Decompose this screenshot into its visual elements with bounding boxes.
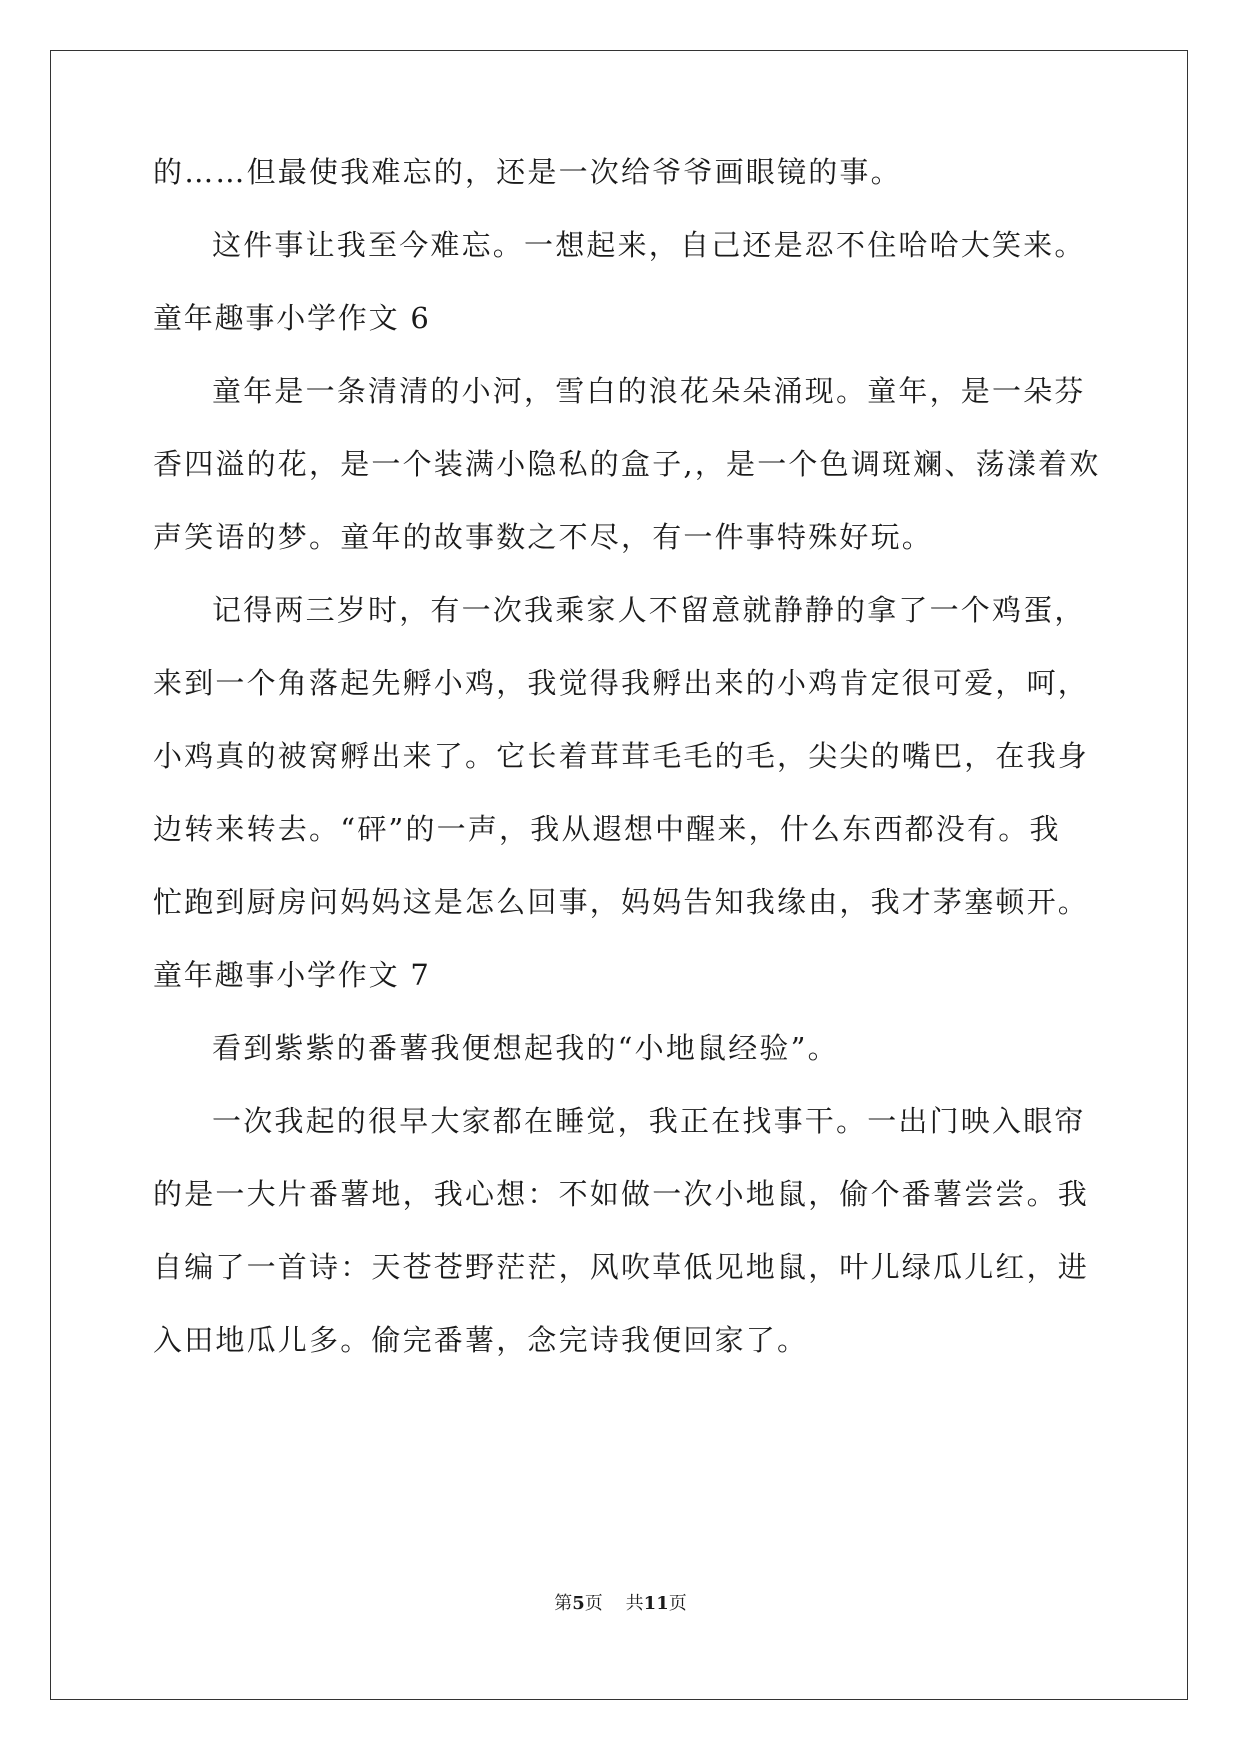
total-pages-number: 11	[643, 1593, 669, 1614]
body-text-line: 这件事让我至今难忘。一想起来，自己还是忍不住哈哈大笑来。	[212, 228, 1086, 262]
body-text-line: 看到紫紫的番薯我便想起我的“小地鼠经验”。	[212, 1031, 839, 1065]
body-text-line: 一次我起的很早大家都在睡觉，我正在找事干。一出门映入眼帘	[212, 1104, 1086, 1138]
page-footer	[0, 1592, 1241, 1616]
section-heading: 童年趣事小学作文 6	[153, 301, 431, 335]
body-text-line: 记得两三岁时，有一次我乘家人不留意就静静的拿了一个鸡蛋，	[212, 593, 1086, 627]
total-suffix: 页	[668, 1593, 687, 1614]
body-text-line: 自编了一首诗：天苍苍野茫茫，风吹草低见地鼠，叶儿绿瓜儿红，进	[153, 1250, 1090, 1284]
body-text-line: 入田地瓜儿多。偷完番薯，念完诗我便回家了。	[153, 1323, 809, 1357]
body-text-line: 小鸡真的被窝孵出来了。它长着茸茸毛毛的毛，尖尖的嘴巴，在我身	[153, 739, 1090, 773]
current-page-number: 5	[572, 1593, 585, 1614]
body-text-line: 香四溢的花，是一个装满小隐私的盒子,，是一个色调斑斓、荡漾着欢	[153, 447, 1101, 481]
body-text-line: 边转来转去。“砰”的一声，我从遐想中醒来，什么东西都没有。我	[153, 812, 1061, 846]
body-text-line: 来到一个角落起先孵小鸡，我觉得我孵出来的小鸡肯定很可爱，呵，	[153, 666, 1090, 700]
section-heading: 童年趣事小学作文 7	[153, 958, 431, 992]
body-text-line: 童年是一条清清的小河，雪白的浪花朵朵涌现。童年，是一朵芬	[212, 374, 1086, 408]
page-prefix: 第	[554, 1593, 573, 1614]
total-prefix: 共	[625, 1593, 644, 1614]
body-text-line: 忙跑到厨房问妈妈这是怎么回事，妈妈告知我缘由，我才茅塞顿开。	[153, 885, 1090, 919]
body-text-line: 的是一大片番薯地，我心想：不如做一次小地鼠，偷个番薯尝尝。我	[153, 1177, 1090, 1211]
body-text-line: 声笑语的梦。童年的故事数之不尽，有一件事特殊好玩。	[153, 520, 934, 554]
page-suffix: 页	[584, 1593, 603, 1614]
body-text-line: 的……但最使我难忘的，还是一次给爷爷画眼镜的事。	[153, 155, 902, 189]
